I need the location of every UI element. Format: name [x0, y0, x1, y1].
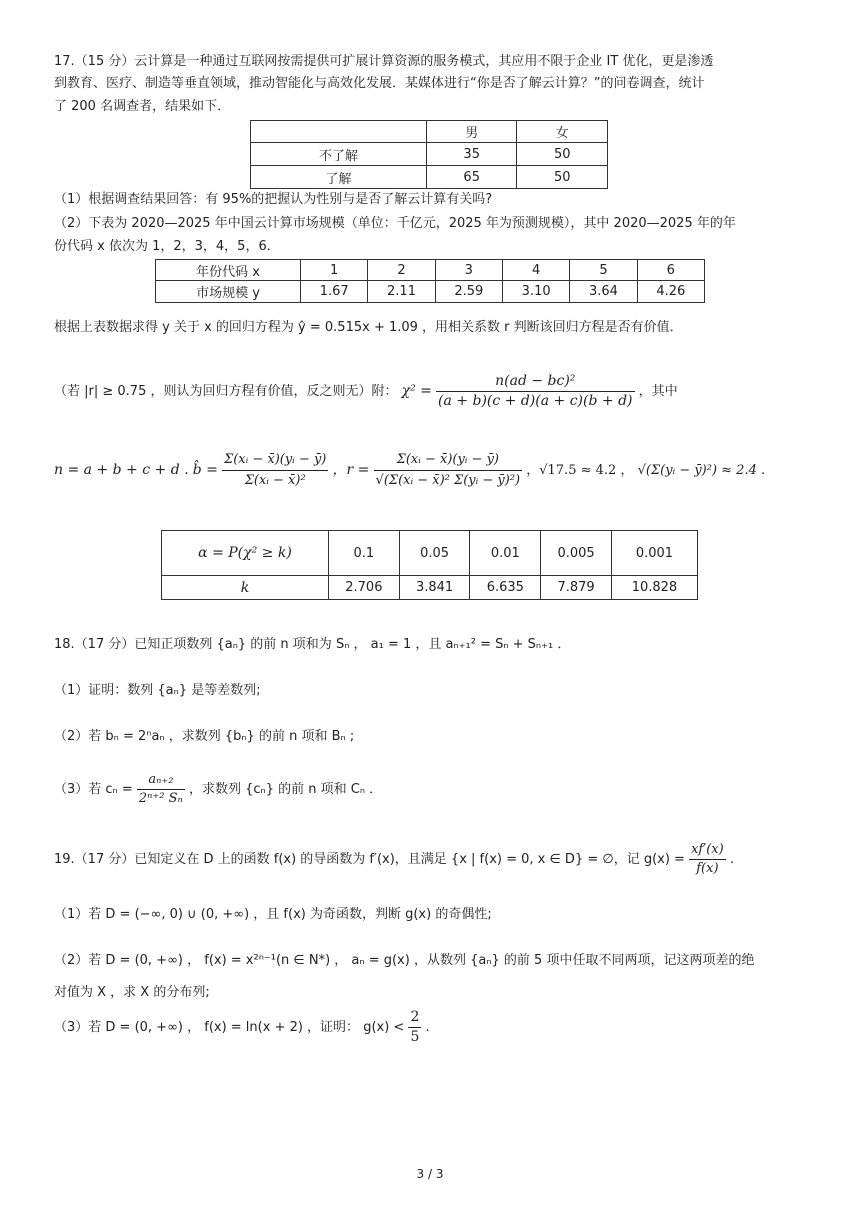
- table1-header-blank: [251, 121, 427, 143]
- c-n-numerator: aₙ₊₂: [137, 771, 185, 790]
- chi-tail: ，其中: [638, 384, 678, 399]
- q18-part3-suffix: ，求数列 {cₙ} 的前 n 项和 Cₙ ．: [188, 782, 383, 797]
- table3-row2-label: k: [162, 576, 329, 600]
- table2-cell: 2.59: [435, 281, 502, 303]
- regression-text: 根据上表数据求得 y 关于 x 的回归方程为 ŷ = 0.515x + 1.09 ，用相关系数 r 判断该回归方程是否有价值．: [54, 320, 683, 335]
- page-number: 3 / 3: [416, 1167, 444, 1181]
- gender-survey-table: [250, 120, 608, 189]
- chi-lhs: χ² =: [401, 383, 432, 399]
- q18-part2: （2）若 bₙ = 2ⁿaₙ ，求数列 {bₙ} 的前 n 项和 Bₙ ;: [54, 729, 355, 744]
- q18-part3-prefix: （3）若 cₙ =: [54, 782, 133, 797]
- sqrt-sum: √(Σ(yᵢ − ȳ)²) ≈ 2.4 .: [637, 463, 766, 478]
- table2-cell: 1.67: [301, 281, 368, 303]
- table2-cell: 6: [637, 260, 704, 281]
- q19-part2-line-2: 对值为 X ，求 X 的分布列;: [54, 985, 210, 1000]
- q17-intro-line-3: 了 200 名调查者，结果如下．: [54, 99, 231, 114]
- q19-part3-prefix: （3）若 D = (0, +∞) ， f(x) = ln(x + 2) ，证明： g(x) <: [54, 1020, 405, 1035]
- table3-cell: 3.841: [399, 576, 470, 600]
- table2-cell: 5: [570, 260, 637, 281]
- table2-cell: 2: [368, 260, 435, 281]
- table2-cell: 2.11: [368, 281, 435, 303]
- table1-header-male: 男: [426, 121, 517, 143]
- q18-part3: [54, 770, 814, 810]
- q18-part1: （1）证明：数列 {aₙ} 是等差数列;: [54, 683, 261, 698]
- r-lhs: ，r =: [332, 462, 370, 478]
- r-numerator: Σ(xᵢ − x̄)(yᵢ − ȳ): [374, 450, 523, 471]
- table1-cell: 65: [426, 166, 517, 189]
- table3-cell: 0.01: [470, 531, 541, 576]
- chi-square-critical-table: [161, 530, 698, 600]
- table3-cell: 0.05: [399, 531, 470, 576]
- table3-cell: 0.1: [329, 531, 400, 576]
- q19-stem-prefix: 19.（17 分）已知定义在 D 上的函数 f(x) 的导函数为 f′(x)，且满足 {x | f(x) = 0, x ∈ D} = ∅，记 g(x) =: [54, 852, 685, 867]
- table2-cell: 3.64: [570, 281, 637, 303]
- q19-part1: （1）若 D = (−∞, 0) ∪ (0, +∞) ，且 f(x) 为奇函数，判断 g(x) 的奇偶性;: [54, 907, 492, 922]
- table2-row1-label: 年份代码 x: [156, 260, 301, 281]
- g-denominator: f(x): [696, 861, 719, 876]
- bhat-fraction: [222, 450, 328, 491]
- q17-part2-line-2: 份代码 x 依次为 1，2，3，4，5，6．: [54, 239, 280, 254]
- table2-row2-label: 市场规模 y: [156, 281, 301, 303]
- chi-numerator: n(ad − bc)²: [436, 372, 634, 392]
- table3-row1-label: α = P(χ² ≥ k): [162, 531, 329, 576]
- table1-cell: 35: [426, 143, 517, 166]
- table2-cell: 4: [502, 260, 569, 281]
- q17-intro-line-1: 17.（15 分）云计算是一种通过互联网按需提供可扩展计算资源的服务模式，其应用不限于企业 IT 优化，更是渗透: [54, 54, 714, 69]
- chi-denominator: (a + b)(c + d)(a + c)(b + d): [438, 393, 633, 409]
- table1-cell: 50: [517, 143, 608, 166]
- c-n-denominator: 2ⁿ⁺² Sₙ: [138, 791, 183, 806]
- q17-part1: （1）根据调查结果回答：有 95%的把握认为性别与是否了解云计算有关吗?: [54, 192, 493, 207]
- table2-cell: 4.26: [637, 281, 704, 303]
- two-fifths-denominator: 5: [410, 1029, 420, 1045]
- sqrt-17-5: ，√17.5 ≈ 4.2 ，: [526, 463, 634, 478]
- g-fraction: [689, 841, 726, 878]
- table3-cell: 2.706: [329, 576, 400, 600]
- q19-part3-suffix: .: [425, 1020, 430, 1035]
- table1-row-label: 了解: [251, 166, 427, 189]
- bhat-lhs: b̂ =: [192, 462, 218, 478]
- table3-cell: 6.635: [470, 576, 541, 600]
- table2-cell: 3.10: [502, 281, 569, 303]
- r-denominator: √(Σ(xᵢ − x̄)² Σ(yᵢ − ȳ)²): [375, 473, 521, 488]
- q19-stem-suffix: .: [729, 852, 734, 867]
- c-n-fraction: [137, 771, 185, 808]
- table3-cell: 0.005: [541, 531, 612, 576]
- chi-square-line: [54, 372, 814, 411]
- market-size-table: [155, 259, 705, 303]
- q18-stem: 18.（17 分）已知正项数列 {aₙ} 的前 n 项和为 Sₙ ， a₁ = 1 ，且 aₙ₊₁² = Sₙ + Sₙ₊₁ ．: [54, 637, 571, 652]
- n-definition: n = a + b + c + d .: [54, 462, 189, 478]
- chi-fraction: [436, 372, 634, 411]
- q17-intro-line-2: 到教育、医疗、制造等垂直领域，推动智能化与高效化发展．某媒体进行“你是否了解云计算？”的问卷调查，统计: [54, 76, 705, 91]
- table1-header-female: 女: [517, 121, 608, 143]
- formula-line: [54, 446, 814, 495]
- bhat-denominator: Σ(xᵢ − x̄)²: [244, 473, 306, 488]
- table2-cell: 3: [435, 260, 502, 281]
- table2-cell: 1: [301, 260, 368, 281]
- table3-cell: 0.001: [611, 531, 697, 576]
- q19-stem: [54, 840, 814, 880]
- g-numerator: xf′(x): [689, 841, 726, 860]
- table1-cell: 50: [517, 166, 608, 189]
- two-fifths-fraction: [408, 1008, 421, 1047]
- q17-part2-line-1: （2）下表为 2020—2025 年中国云计算市场规模（单位：千亿元，2025 年为预测规模），其中 2020—2025 年的年: [54, 216, 736, 231]
- q19-part3: [54, 1006, 814, 1050]
- bhat-numerator: Σ(xᵢ − x̄)(yᵢ − ȳ): [222, 450, 328, 471]
- q19-part2-line-1: （2）若 D = (0, +∞) ， f(x) = x²ⁿ⁻¹(n ∈ N*) ， aₙ = g(x) ，从数列 {aₙ} 的前 5 项中任取不同两项，记这两项差的绝: [54, 953, 755, 968]
- two-fifths-numerator: 2: [408, 1008, 421, 1028]
- table3-cell: 7.879: [541, 576, 612, 600]
- table3-cell: 10.828: [611, 576, 697, 600]
- table1-row-label: 不了解: [251, 143, 427, 166]
- value-note: （若 |r| ≥ 0.75 ，则认为回归方程有价值，反之则无）附：: [54, 384, 398, 399]
- r-fraction: [374, 450, 523, 491]
